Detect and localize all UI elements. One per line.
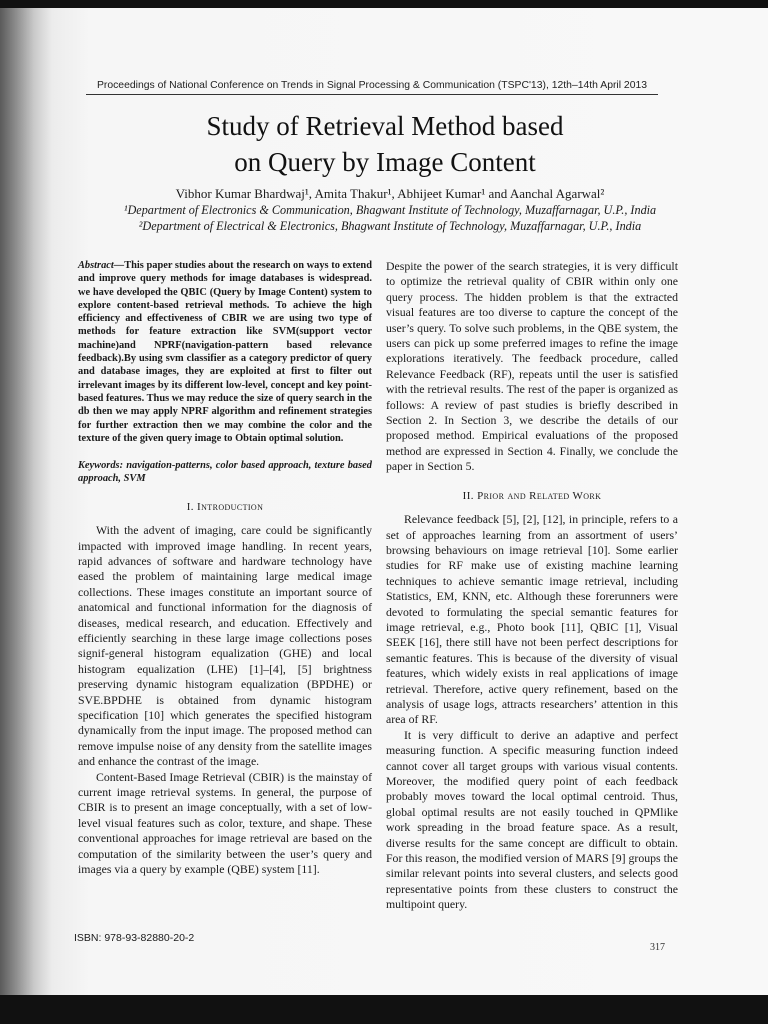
affiliation-1: ¹Department of Electronics & Communication, Bhagwant Institute of Technology, Muzaffarnagar, U.P., India — [123, 203, 657, 217]
isbn-footer: ISBN: 978-93-82880-20-2 — [74, 932, 195, 944]
scan-bottom-border — [0, 995, 768, 1024]
left-column — [78, 259, 372, 878]
abstract — [78, 259, 372, 445]
intro-paragraph-1: With the advent of imaging, care could be significantly impacted with improved image handling. In recent years, rapid advances of software and hardware technology have eased the problem of maintaining large medical image collections. These images constitute an important source of anatomical and functional information for the diagnosis of diseases, medical research, and education. Effectively and efficiently searching in these large image collections poses signif-general histogram equalization (GHE) and local histogram equalization (LHE) [1]–[4], [5] brightness preserving dynamic histogram equalization (BPDHE) or SVE.BPDHE is obtained from dynamic histogram specification [10] which generates the specified histogram dynamically from the input image. The proposed method can remove impulse noise of any density from the satellite images and enhance the contrast of the image. — [78, 523, 372, 769]
affiliation-2: ²Department of Electrical & Electronics, Bhagwant Institute of Technology, Muzaffarnagar, U.P., India — [138, 219, 642, 233]
intro-paragraph-3: Despite the power of the search strategies, it is very difficult to optimize the retrieval quality of CBIR within only one query process. The hidden problem is that the extracted visual features are too diverse to capture the concept of the user’s query. To solve such problems, in the QBE system, the users can pick up some preferred images to refine the image explorations iteratively. The feedback procedure, called Relevance Feedback (RF), repeats until the user is satisfied with the retrieval results. The rest of the paper is organized as follows: A review of past studies is briefly described in Section 2. In Section 3, we describe the details of our proposed method. Empirical evaluations of the proposed method are expressed in Section 4. Finally, we conclude the paper in Section 5. — [386, 259, 678, 474]
paper-title — [120, 108, 650, 180]
title-line-1: Study of Retrieval Method based — [206, 111, 564, 141]
title-line-2: on Query by Image Content — [234, 147, 536, 177]
keywords — [78, 459, 372, 486]
keywords-label: Keywords: — [78, 460, 124, 472]
conference-header: Proceedings of National Conference on Trends in Signal Processing & Communication (TSPC'13), 12th–14th April 2013 — [96, 80, 648, 91]
keywords-text: navigation-patterns, color based approach, texture based approach, SVM — [78, 460, 372, 485]
paper-page — [0, 8, 768, 995]
page-number: 317 — [650, 942, 665, 953]
section-heading-prior-work: II. Prior and Related Work — [462, 489, 602, 502]
right-column — [386, 259, 678, 913]
header-rule — [86, 94, 658, 95]
abstract-lead: Abstract— — [78, 260, 125, 271]
prior-work-paragraph-1: Relevance feedback [5], [2], [12], in principle, refers to a set of approaches learning from an assortment of users’ browsing behaviours on image retrieval [10]. Some earlier studies for RF make use of existing machine learning techniques to achieve semantic image retrieval, including Statistics, EM, KNN, etc. Although these forerunners were devoted to formulating the special semantic features for image retrieval, e.g., Photo book [11], QBIC [1], Visual SEEK [16], there still have not been perfect descriptions for semantic features. This is because of the diversity of visual features, which widely exists in real applications of image retrieval. Therefore, active query refinement, based on the analysis of usage logs, attracts researchers’ attention in this area of RF. — [386, 512, 678, 727]
author-list: Vibhor Kumar Bhardwaj¹, Amita Thakur¹, Abhijeet Kumar¹ and Aanchal Agarwal² — [175, 186, 605, 201]
abstract-text: This paper studies about the research on ways to extend and improve query methods for image databases is widespread. we have developed the QBIC (Query by Image Content) system to explore content-based retrieval methods. To achieve the high efficiency and effectiveness of CBIR we are using two type of methods for feature extraction like SVM(support vector machine)and NPRF(navigation-pattern based relevance feedback).By using svm classifier as a category predictor of query and database images, they are exploited at first to filter out irrelevant images by its different low-level, concept and key point-based features. Thus we may reduce the size of query search in the db then we may apply NPRF algorithm and refinement strategies for further extraction then we may combine the color and the texture of the given query image to Obtain optimal solution. — [78, 260, 372, 444]
prior-work-paragraph-2: It is very difficult to derive an adaptive and perfect measuring function. A specific measuring function indeed cannot cover all target groups with various visual contents. Moreover, the modified query point of each feedback probably moves toward the local optimal centroid. Thus, global optimal results are not easily touched in QPMlike work spreading in the broad feature space. As a result, diverse results for the same concept are difficult to obtain. For this reason, the modified version of MARS [9] groups the similar relevant points into several clusters, and selects good representative points from these clusters to construct the multipoint query. — [386, 727, 678, 912]
section-heading-introduction: I. Introduction — [186, 500, 264, 513]
intro-paragraph-2: Content-Based Image Retrieval (CBIR) is the mainstay of current image retrieval systems. In general, the purpose of CBIR is to present an image conceptually, with a set of low-level visual features such as color, texture, and shape. These conventional approaches for image retrieval are based on the computation of the similarity between the user’s query and images via a query by example (QBE) system [11]. — [78, 769, 372, 877]
